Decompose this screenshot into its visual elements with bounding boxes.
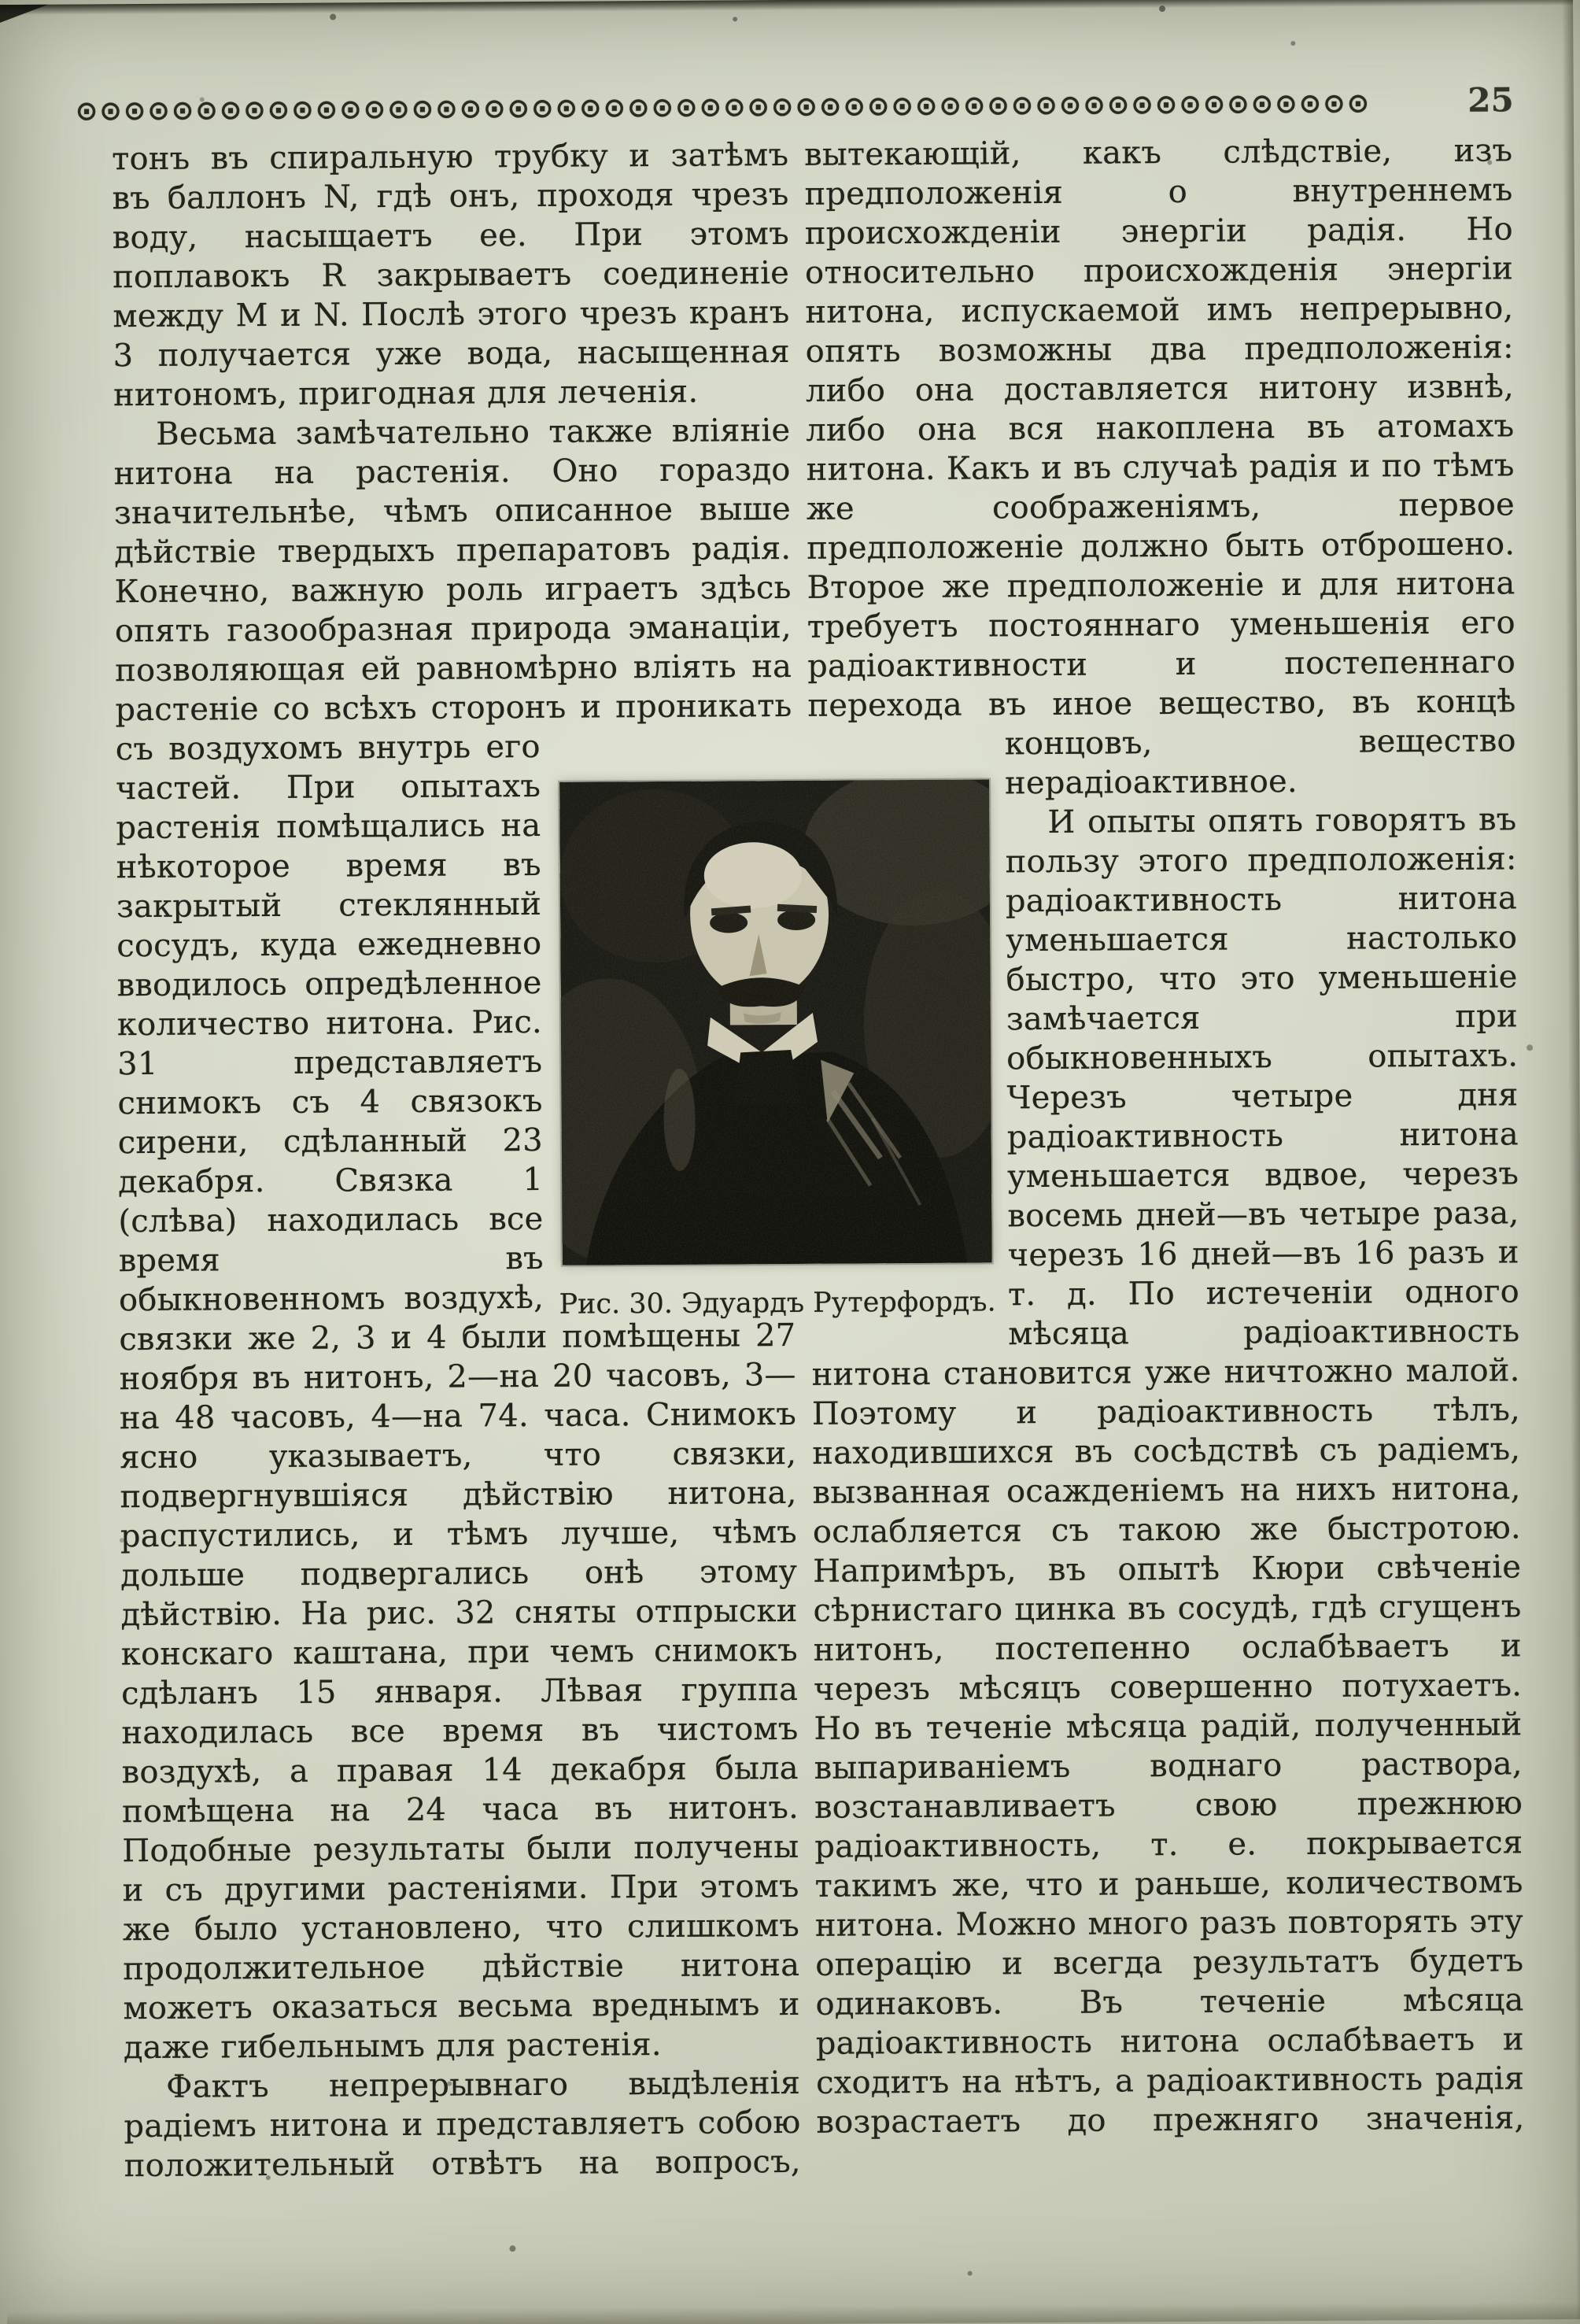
- page-header: [76, 80, 1514, 127]
- page-number: 25: [1467, 80, 1514, 120]
- paragraph-energy-origin: [804, 131, 1516, 804]
- figure-photo-rutherford: [559, 779, 992, 1265]
- paragraph-continuation: тонъ въ спиральную трубку и затѣмъ въ баллонъ N, гдѣ онъ, проходя чрезъ воду, насыщаетъ ее. При этомъ поплавокъ R закрываетъ соединеніе между M и N. Послѣ этого чрезъ кранъ 3 получается уже вода, насыщенная нитономъ, пригодная для леченія.: [112, 136, 790, 414]
- paragraph-fact-of-emission: Фактъ непрерывнаго выдѣленія радіемъ нитона и представляетъ собою положительный отвѣтъ на вопросъ,: [124, 2064, 801, 2185]
- figure-caption: Рис. 30. Эдуардъ Рутерфордъ.: [559, 1286, 996, 1321]
- ornament-circle-border: ⊙⊙⊙⊙⊙⊙⊙⊙⊙⊙⊙⊙⊙⊙⊙⊙⊙⊙⊙⊙⊙⊙⊙⊙⊙⊙⊙⊙⊙⊙⊙⊙⊙⊙⊙⊙⊙⊙⊙⊙⊙⊙⊙⊙⊙⊙⊙⊙⊙⊙⊙⊙⊙⊙: [75, 87, 1371, 127]
- paragraph-text: нерадіоактивное.: [1004, 763, 1298, 802]
- scan-edge-top: [0, 0, 1573, 15]
- paragraph-decay-experiments: И опыты опять говорятъ въ пользу этого предположенія: радіоактивность нитона уменьшается настолько быстро, что это уменьшеніе замѣчается при обыкновенныхъ опытахъ. Черезъ четыре дня радіоактивность нитона уменьшается вдвое, черезъ восемь дней—въ четыре раза, черезъ 16 дней—въ 16 разъ и т. д. По истеченіи одного мѣсяца радіоактивность нитона становится уже ничтожно малой. Поэтому и радіоактивность тѣлъ, находившихся въ сосѣдствѣ съ радіемъ, вызванная осажденіемъ на нихъ нитона, ослабляется съ такою же быстротою. Напримѣръ, въ опытѣ Кюри свѣченіе сѣрнистаго цинка въ сосудѣ, гдѣ сгущенъ нитонъ, постепенно ослабѣваетъ и черезъ мѣсяцъ совершенно потухаетъ. Но въ теченіе мѣсяца радій, полученный выпариваніемъ воднаго раствора, возстанавливаетъ свою прежнюю радіоактивность, т. е. покрывается такимъ же, что и раньше, количествомъ нитона. Можно много разъ повторять эту операцію и всегда результатъ будетъ одинаковъ. Въ теченіе мѣсяца радіоактивность нитона ослабѣваетъ и сходитъ на нѣтъ, а радіоактивность радія возрастаетъ до прежняго значенія,: [811, 801, 1525, 2141]
- scan-corner-artifact: [0, 5, 48, 25]
- scan-edge-bottom: [7, 2302, 1580, 2324]
- paragraph-text: проникать съ воздухомъ внутрь его частей. При опытахъ растенія помѣщались на нѣкоторое время въ закрытый стеклянный сосудъ, куда ежедневно вводилось опредѣленное количество нитона. Рис. 31 представляетъ снимокъ съ 4 связокъ сирени, сдѣланный 23 декабря. Связка 1 (слѣва) находилась все время въ обыкновенномъ воздухѣ, связки же 2, 3 и 4 были помѣщены 27 ноября въ нитонъ, 2—на 20 часовъ, 3—на 48 часовъ, 4—на 74. часа. Снимокъ ясно указываетъ, что связки, подвергнувшіяся дѣйствію нитона, распустились, и тѣмъ лучше, чѣмъ дольше подвергались онѣ этому дѣйствію. На рис. 32 сняты отпрыски конскаго каштана, при чемъ снимокъ сдѣланъ 15 января. Лѣвая группа находилась все время въ чистомъ воздухѣ, а правая 14 декабря была помѣщена на 24 часа въ нитонъ. Подобные результаты были получены и съ другими растеніями. При этомъ же было установлено, что слишкомъ продолжительное дѣйствіе нитона можетъ оказаться весьма вреднымъ и даже гибельнымъ для растенія.: [115, 687, 800, 2067]
- paragraph-text: Весьма замѣчательно также вліяніе нитона на растенія. Оно гораздо значительнѣе, чѣмъ описанное выше дѣйствіе твердыхъ препаратовъ радія. Конечно, важную роль играетъ здѣсь опять газообразная природа эманаціи, позволяющая ей равномѣрно вліять на растеніе со всѣхъ сторонъ и: [113, 412, 792, 729]
- scan-edge-right: [1562, 0, 1580, 2319]
- paragraph-text: вытекающій, какъ слѣдствіе, изъ предположенія о внутреннемъ происхожденіи энергіи радія. Но относительно происхожденія энергіи нитона, испускаемой имъ непрерывно, опять возможны два предположенія: либо она доставляется нитону извнѣ, либо она вся накоплена въ атомахъ нитона. Какъ и въ случаѣ радія и по тѣмъ же соображеніямъ, первое предположеніе должно быть отброшено. Второе же предположеніе и для нитона требуетъ постояннаго уменьшенія его радіоактивности и постепеннаго перехода въ иное вещество, въ концѣ концовъ, вещество: [804, 132, 1516, 763]
- portrait-photo-icon: [559, 779, 992, 1265]
